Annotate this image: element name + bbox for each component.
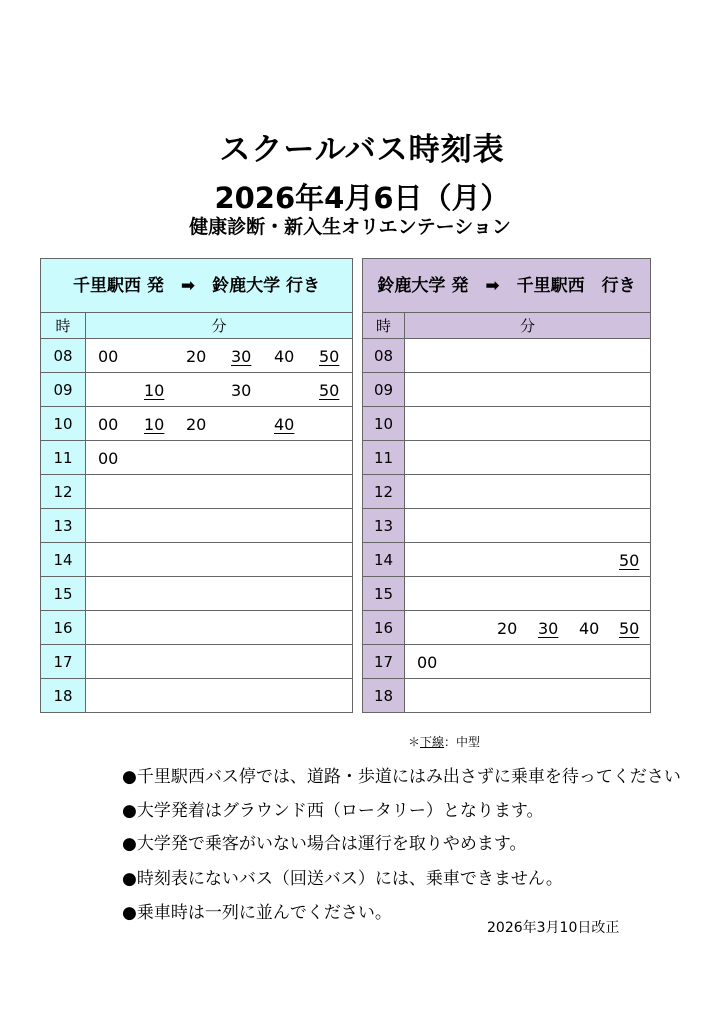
hour-cell: 14 <box>363 543 405 577</box>
legend-prefix: ＊ <box>408 735 421 749</box>
minutes-cell <box>86 645 353 679</box>
hour-column-header: 時 <box>363 313 405 339</box>
service-date: 2026年4月6日（月） <box>214 181 510 215</box>
timetable-row <box>41 407 353 441</box>
notice-item: ●時刻表にないバス（回送バス）には、乗車できません。 <box>122 869 563 889</box>
timetable-row <box>41 543 353 577</box>
timetable-row <box>41 509 353 543</box>
departure-minute-midsize: 40 <box>274 415 295 434</box>
legend-suffix: ：中型 <box>444 735 481 749</box>
notice-item: ●乗車時は一列に並んでください。 <box>122 903 392 923</box>
minutes-cell <box>405 441 651 475</box>
minutes-cell <box>405 543 651 577</box>
hour-cell: 13 <box>41 509 86 543</box>
departure-minute-midsize: 50 <box>319 381 340 400</box>
timetable-row <box>41 611 353 645</box>
hour-cell: 16 <box>41 611 86 645</box>
hour-cell: 14 <box>41 543 86 577</box>
hour-cell: 13 <box>363 509 405 543</box>
hour-cell: 08 <box>363 339 405 373</box>
minutes-cell <box>86 475 353 509</box>
legend-underline-text: 下線 <box>420 735 445 749</box>
minutes-cell <box>86 679 353 713</box>
departure-minute-midsize: 10 <box>144 415 165 434</box>
minute-column-header: 分 <box>405 313 651 339</box>
timetable-row <box>363 441 651 475</box>
timetable-row <box>41 679 353 713</box>
revision-date: 2026年3月10日改正 <box>487 920 620 936</box>
timetable-row <box>363 645 651 679</box>
departure-minute: 40 <box>579 619 600 638</box>
hour-cell: 16 <box>363 611 405 645</box>
hour-cell: 11 <box>363 441 405 475</box>
hour-cell: 18 <box>363 679 405 713</box>
minutes-cell <box>405 645 651 679</box>
timetable-row <box>41 475 353 509</box>
minutes-cell <box>405 577 651 611</box>
hour-cell: 17 <box>363 645 405 679</box>
hour-cell: 09 <box>41 373 86 407</box>
hour-cell: 12 <box>41 475 86 509</box>
departure-minute: 00 <box>98 347 119 366</box>
minutes-cell <box>86 407 353 441</box>
inbound-timetable <box>362 258 651 713</box>
timetable-row <box>363 509 651 543</box>
minutes-cell <box>405 407 651 441</box>
minutes-cell <box>86 441 353 475</box>
departure-minute-midsize: 50 <box>319 347 340 366</box>
timetable-row <box>363 543 651 577</box>
departure-minute: 20 <box>186 415 207 434</box>
timetable-row <box>41 645 353 679</box>
departure-minute-midsize: 10 <box>144 381 165 400</box>
timetable-row <box>363 577 651 611</box>
minute-column-header: 分 <box>86 313 353 339</box>
minutes-cell <box>86 339 353 373</box>
timetable-row <box>363 475 651 509</box>
departure-minute-midsize: 30 <box>231 347 252 366</box>
hour-column-header: 時 <box>41 313 86 339</box>
minutes-cell <box>86 543 353 577</box>
departure-minute: 40 <box>274 347 295 366</box>
minutes-cell <box>86 577 353 611</box>
notice-item: ●千里駅西バス停では、道路・歩道にはみ出さずに乗車を待ってください <box>122 767 681 787</box>
departure-minute-midsize: 30 <box>538 619 559 638</box>
minutes-cell <box>86 509 353 543</box>
departure-minute-midsize: 50 <box>619 551 640 570</box>
notice-item: ●大学発で乗客がいない場合は運行を取りやめます。 <box>122 834 527 854</box>
outbound-header: 千里駅西 発 ➡ 鈴鹿大学 行き <box>41 259 353 313</box>
hour-cell: 15 <box>41 577 86 611</box>
hour-cell: 11 <box>41 441 86 475</box>
departure-minute: 00 <box>98 449 119 468</box>
minutes-cell <box>86 611 353 645</box>
departure-minute: 00 <box>98 415 119 434</box>
timetable-row <box>41 339 353 373</box>
hour-cell: 08 <box>41 339 86 373</box>
timetable-row <box>363 407 651 441</box>
timetable-row <box>363 679 651 713</box>
minutes-cell <box>405 679 651 713</box>
timetable-row <box>363 373 651 407</box>
hour-cell: 10 <box>363 407 405 441</box>
departure-minute: 20 <box>186 347 207 366</box>
inbound-header: 鈴鹿大学 発 ➡ 千里駅西 行き <box>363 259 651 313</box>
hour-cell: 17 <box>41 645 86 679</box>
hour-cell: 18 <box>41 679 86 713</box>
timetable-row <box>41 441 353 475</box>
timetable-row <box>363 339 651 373</box>
minutes-cell <box>86 373 353 407</box>
departure-minute-midsize: 50 <box>619 619 640 638</box>
notice-item: ●大学発着はグラウンド西（ロータリー）となります。 <box>122 801 544 821</box>
hour-cell: 15 <box>363 577 405 611</box>
outbound-timetable <box>40 258 353 713</box>
minutes-cell <box>405 339 651 373</box>
timetable-row <box>363 611 651 645</box>
hour-cell: 10 <box>41 407 86 441</box>
minutes-cell <box>405 611 651 645</box>
departure-minute: 30 <box>231 381 252 400</box>
minutes-cell <box>405 509 651 543</box>
page-title: スクールバス時刻表 <box>219 132 505 168</box>
departure-minute: 00 <box>417 653 438 672</box>
hour-cell: 12 <box>363 475 405 509</box>
timetable-row <box>41 373 353 407</box>
timetable-row <box>41 577 353 611</box>
underline-legend <box>408 733 480 750</box>
hour-cell: 09 <box>363 373 405 407</box>
departure-minute: 20 <box>497 619 518 638</box>
event-name: 健康診断・新入生オリエンテーション <box>189 216 511 238</box>
minutes-cell <box>405 373 651 407</box>
minutes-cell <box>405 475 651 509</box>
